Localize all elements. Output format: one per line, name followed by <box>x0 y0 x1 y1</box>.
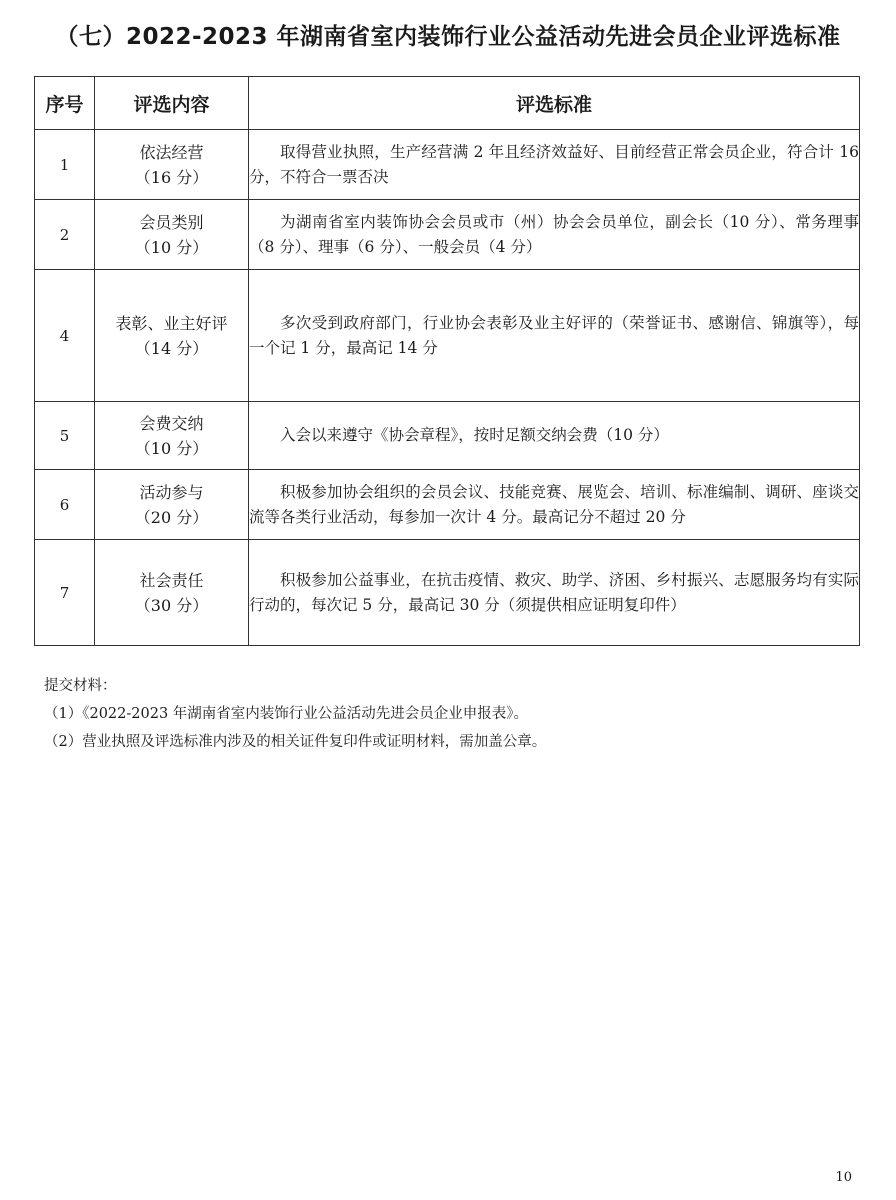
row-item <box>95 200 249 270</box>
table-row <box>35 130 860 200</box>
table-row <box>35 200 860 270</box>
row-standard: 积极参加公益事业，在抗击疫情、救灾、助学、济困、乡村振兴、志愿服务均有实际行动的，每次记 5 分，最高记 30 分（须提供相应证明复印件） <box>249 540 860 646</box>
row-item-label: 会员类别 <box>139 212 204 232</box>
header-no: 序号 <box>35 77 95 130</box>
criteria-table <box>34 76 860 646</box>
row-standard: 入会以来遵守《协会章程》，按时足额交纳会费（10 分） <box>249 402 860 470</box>
document-title: （七）2022-2023 年湖南省室内装饰行业公益活动先进会员企业评选标准 <box>55 24 841 50</box>
row-item <box>95 130 249 200</box>
table-row <box>35 270 860 402</box>
submission-notes <box>44 674 546 754</box>
header-standard: 评选标准 <box>249 77 860 130</box>
row-item-score: （20 分） <box>134 507 209 527</box>
table-row <box>35 540 860 646</box>
table-row <box>35 402 860 470</box>
row-no: 4 <box>35 270 95 402</box>
row-no: 7 <box>35 540 95 646</box>
row-item-label: 活动参与 <box>139 482 204 502</box>
row-item-score: （10 分） <box>134 438 209 458</box>
row-standard: 积极参加协会组织的会员会议、技能竞赛、展览会、培训、标准编制、调研、座谈交流等各类行业活动，每参加一次计 4 分。最高记分不超过 20 分 <box>249 470 860 540</box>
row-standard: 为湖南省室内装饰协会会员或市（州）协会会员单位，副会长（10 分）、常务理事（8 分）、理事（6 分）、一般会员（4 分） <box>249 200 860 270</box>
header-item: 评选内容 <box>95 77 249 130</box>
row-no: 1 <box>35 130 95 200</box>
notes-heading: 提交材料： <box>44 678 117 694</box>
row-item <box>95 402 249 470</box>
table-row <box>35 470 860 540</box>
row-item-score: （10 分） <box>134 237 209 257</box>
row-item-label: 会费交纳 <box>139 413 204 433</box>
notes-item: （2）营业执照及评选标准内涉及的相关证件复印件或证明材料，需加盖公章。 <box>44 734 547 750</box>
row-item <box>95 540 249 646</box>
row-item-score: （14 分） <box>134 338 209 358</box>
row-standard: 取得营业执照，生产经营满 2 年且经济效益好、目前经营正常会员企业，符合计 16 分，不符合一票否决 <box>249 130 860 200</box>
row-no: 5 <box>35 402 95 470</box>
row-item-label: 表彰、业主好评 <box>115 313 228 333</box>
row-item-label: 社会责任 <box>139 570 204 590</box>
notes-item: （1）《2022-2023 年湖南省室内装饰行业公益活动先进会员企业申报表》。 <box>44 706 529 722</box>
table-header-row <box>35 77 860 130</box>
row-standard: 多次受到政府部门，行业协会表彰及业主好评的（荣誉证书、感谢信、锦旗等），每一个记 1 分，最高记 14 分 <box>249 270 860 402</box>
row-no: 6 <box>35 470 95 540</box>
row-item <box>95 470 249 540</box>
row-item-score: （16 分） <box>134 167 209 187</box>
row-item-label: 依法经营 <box>139 142 204 162</box>
row-item <box>95 270 249 402</box>
row-item-score: （30 分） <box>134 595 209 615</box>
page-number: 10 <box>835 1170 852 1185</box>
row-no: 2 <box>35 200 95 270</box>
